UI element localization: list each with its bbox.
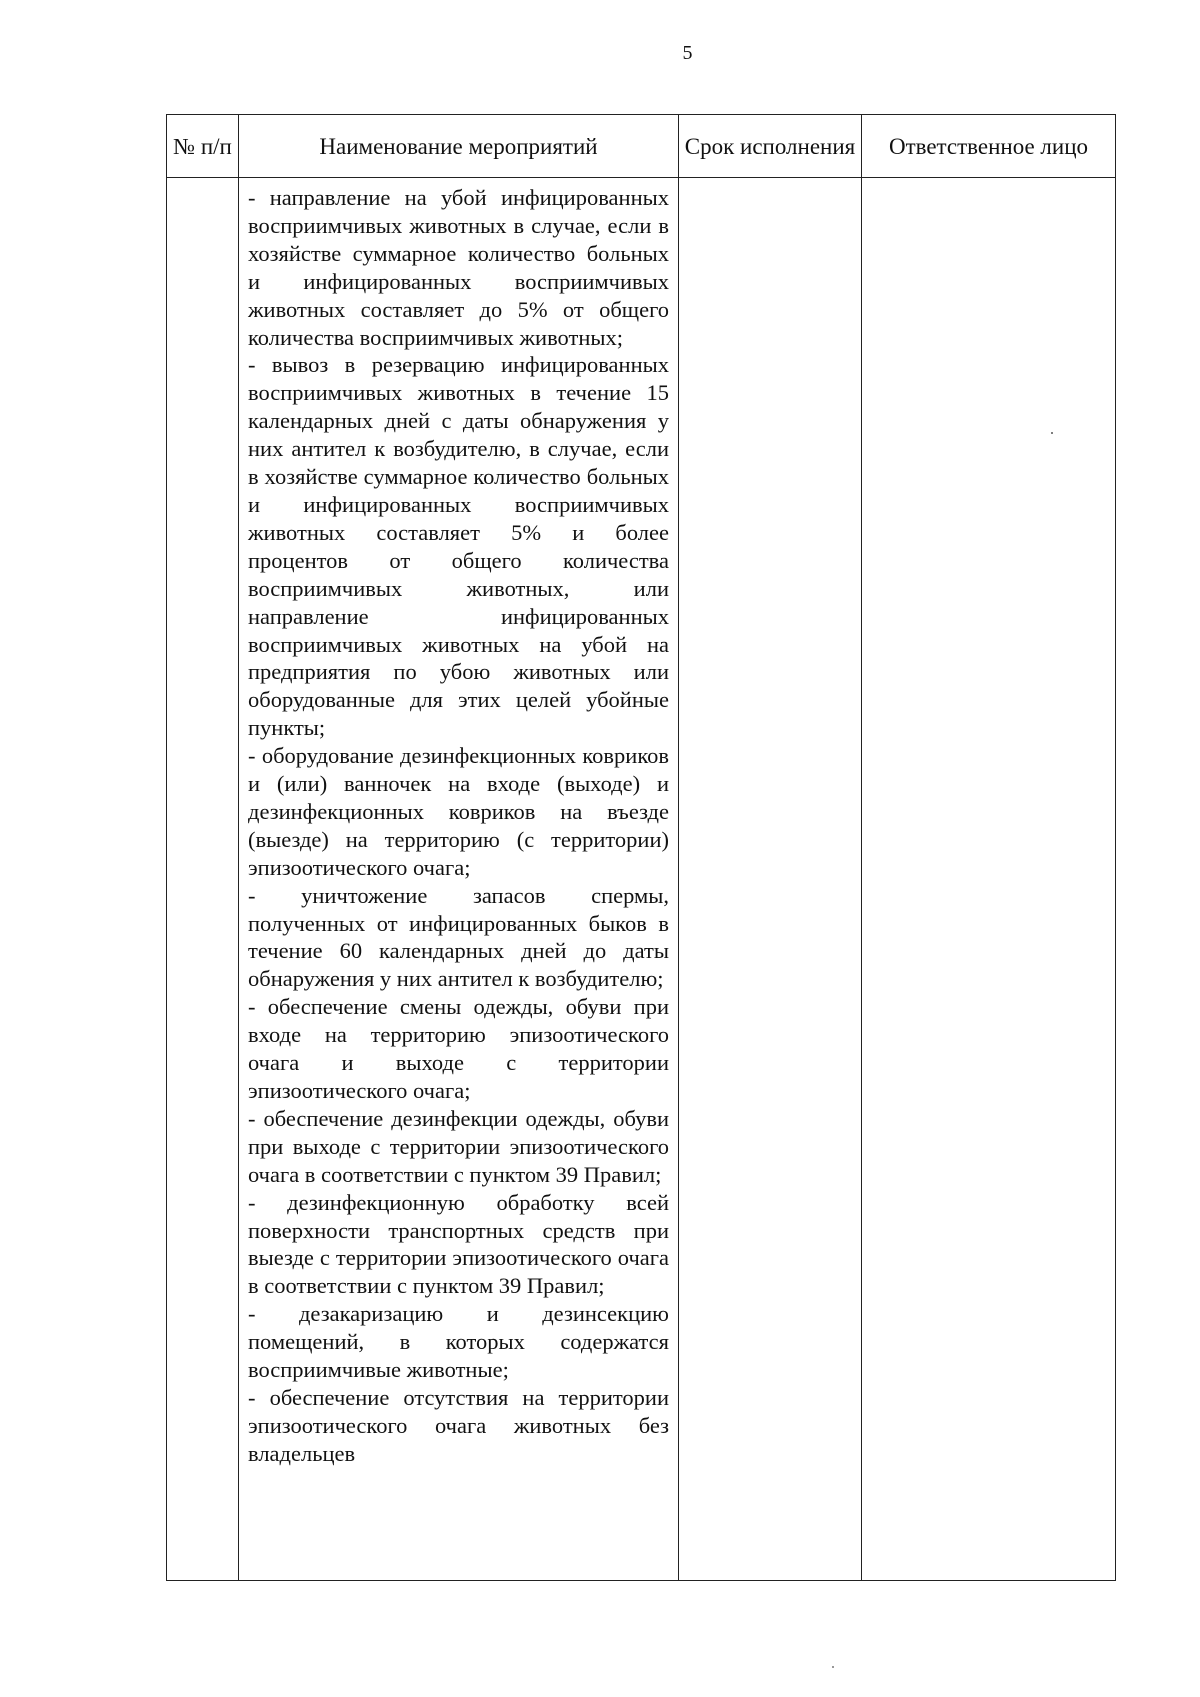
table-header-row [167, 115, 1116, 178]
cell-number [167, 178, 239, 1581]
measure-item: - уничтожение запасов спермы, полученных от инфицированных быков в течение 60 календарных дней до даты обнаружения у них антител к возбудителю; [248, 882, 669, 992]
scan-speck [832, 1666, 834, 1668]
measure-item: - дезакаризацию и дезинсекцию помещений, в которых содержатся восприимчивые животные; [248, 1301, 669, 1383]
measure-item: - вывоз в резервацию инфицированных восприимчивых животных в течение 15 календарных дней с даты обнаружения у них антител к возбудителю, в случае, если в хозяйстве суммарное количество больных и инфицированных восприимчивых животных составляет 5% и более процентов от общего количества восприимчивых животных, или направление инфицированных восприимчивых животных на убой на предприятия по убою животных или оборудованные для этих целей убойные пункты; [248, 352, 669, 741]
scan-speck [1051, 432, 1053, 434]
measure-item: - обеспечение дезинфекции одежды, обуви при выходе с территории эпизоотического очага в соответствии с пунктом 39 Правил; [248, 1105, 669, 1187]
measure-item: - направление на убой инфицированных восприимчивых животных в случае, если в хозяйстве суммарное количество больных и инфицированных восприимчивых животных составляет до 5% от общего количества восприимчивых животных; [248, 185, 669, 350]
table-row [167, 178, 1116, 1581]
page-number: 5 [682, 42, 693, 64]
cell-deadline [679, 178, 862, 1581]
header-number: № п/п [167, 115, 239, 178]
measure-item: - обеспечение отсутствия на территории эпизоотического очага животных без владельцев [248, 1384, 669, 1466]
measure-item: - обеспечение смены одежды, обуви при входе на территорию эпизоотического очага и выходе с территории эпизоотического очага; [248, 994, 669, 1103]
measures-table [166, 114, 1116, 1581]
measure-item: - оборудование дезинфекционных ковриков и (или) ванночек на входе (выходе) и дезинфекционных ковриков на въезде (выезде) на территорию (с территории) эпизоотического очага; [248, 743, 669, 880]
header-deadline: Срок исполнения [679, 115, 862, 178]
header-name: Наименование мероприятий [239, 115, 679, 178]
cell-measures [239, 178, 679, 1581]
header-responsible: Ответственное лицо [862, 115, 1116, 178]
measure-item: - дезинфекционную обработку всей поверхности транспортных средств при выезде с территории эпизоотического очага в соответствии с пунктом 39 Правил; [248, 1189, 669, 1299]
cell-responsible [862, 178, 1116, 1581]
